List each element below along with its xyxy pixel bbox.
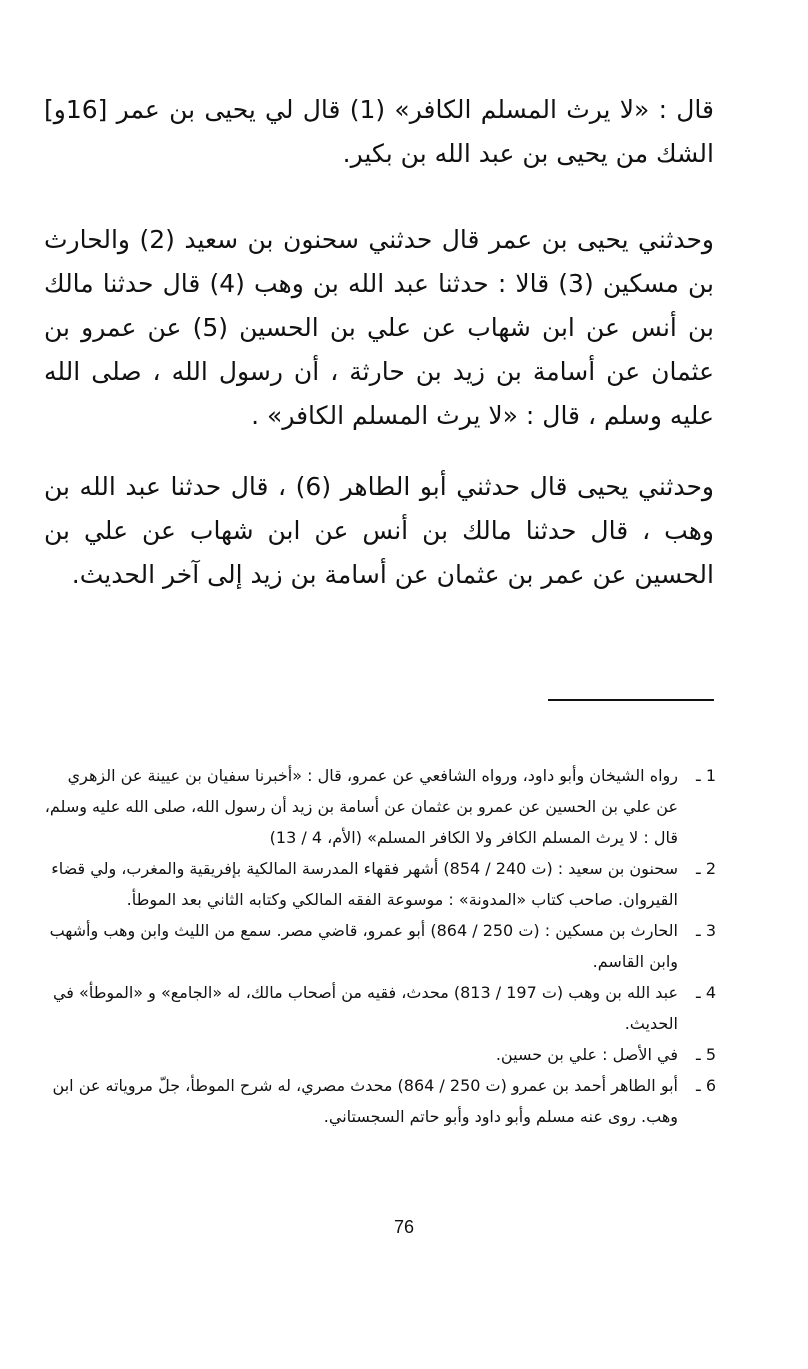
footnote-text: رواه الشيخان وأبو داود، ورواه الشافعي عن عمرو، قال : «أخبرنا سفيان بن عيينة عن الزهري عن علي بن الحسين عن عمرو بن عثمان عن أسامة بن زيد أن رسول الله، صلى الله عليه وسلم، قال : لا يرث المسلم الكافر ولا الكافر المسلم» (الأم، 4 / 13): [44, 766, 678, 847]
footnote-text: عبد الله بن وهب (ت 197 / 813) محدث، فقيه من أصحاب مالك، له «الجامع» و «الموطأ» في الحديث.: [52, 983, 678, 1033]
footnote-text: الحارث بن مسكين : (ت 250 / 864) أبو عمرو، قاضي مصر. سمع من الليث وابن وهب وأشهب وابن القاسم.: [49, 921, 678, 971]
footnote-number: 5 ـ: [696, 1045, 716, 1064]
footnote-4: [44, 977, 716, 1039]
footnote-text: سحنون بن سعيد : (ت 240 / 854) أشهر فقهاء المدرسة المالكية بإفريقية والمغرب، ولي قضاء القيروان. صاحب كتاب «المدونة» : موسوعة الفقه المالكي وكتابه الثاني بعد الموطأ.: [51, 859, 678, 909]
footnote-number: 2 ـ: [696, 859, 716, 878]
footnote-5: [44, 1039, 716, 1070]
page-number: 76: [393, 1217, 415, 1237]
footnote-number: 6 ـ: [696, 1076, 716, 1095]
paragraph-2: وحدثني يحيى بن عمر قال حدثني سحنون بن سعيد (2) والحارث بن مسكين (3) قالا : حدثنا عبد الله بن وهب (4) قال حدثنا مالك بن أنس عن ابن شهاب عن علي بن الحسين (5) عن عمرو بن عثمان عن أسامة بن زيد بن حارثة ، أن رسول الله ، صلى الله عليه وسلم ، قال : «لا يرث المسلم الكافر» .: [44, 225, 715, 430]
footnote-number: 4 ـ: [696, 983, 716, 1002]
paragraph-3: وحدثني يحيى قال حدثني أبو الطاهر (6) ، قال حدثنا عبد الله بن وهب ، قال حدثنا مالك بن أنس عن ابن شهاب عن علي بن الحسين عن عمر بن عثمان عن أسامة بن زيد إلى آخر الحديث.: [44, 472, 714, 589]
footnote-separator: [548, 699, 714, 701]
footnotes: [44, 760, 716, 1132]
footnote-3: [44, 915, 716, 977]
footnote-6: [44, 1070, 716, 1132]
footnote-number: 1 ـ: [696, 766, 716, 785]
paragraph-1: قال : «لا يرث المسلم الكافر» (1) قال لي يحيى بن عمر [16و] الشك من يحيى بن عبد الله بن بكير.: [44, 95, 714, 168]
footnote-2: [44, 853, 716, 915]
footnote-number: 3 ـ: [696, 921, 716, 940]
footnote-text: في الأصل : علي بن حسين.: [495, 1045, 678, 1064]
footnote-text: أبو الطاهر أحمد بن عمرو (ت 250 / 864) محدث مصري، له شرح الموطأ، جلّ مروياته عن ابن وهب. روى عنه مسلم وأبو داود وأبو حاتم السجستاني.: [52, 1076, 678, 1126]
footnote-1: [44, 760, 716, 853]
